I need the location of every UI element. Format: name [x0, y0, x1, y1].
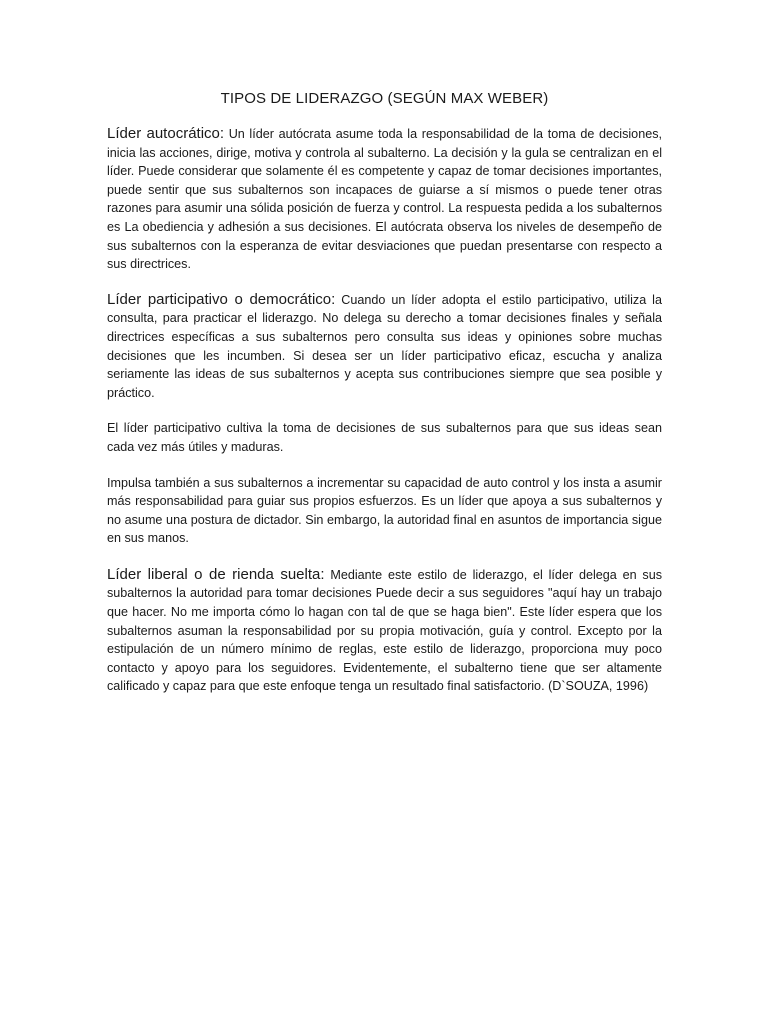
document-title: TIPOS DE LIDERAZGO (SEGÚN MAX WEBER) [220, 90, 549, 107]
participative-paragraph-3: Impulsa también a sus subalternos a incrementar su capacidad de auto control y los insta a asumir más responsabilidad para guiar sus propios esfuerzos. Es un líder que apoya a sus subalternos y no asume una postura de dictador. Sin embargo, la autoridad final en asuntos de importancia sigue en sus manos. [107, 475, 662, 546]
section-text-participative: Cuando un líder adopta el estilo participativo, utiliza la consulta, para practicar el liderazgo. No delega su derecho a tomar decisiones finales y señala directrices específicas a sus subalternos pero consulta sus ideas y opiniones sobre muchas decisiones que les incumben. Si desea ser un líder participativo eficaz, escucha y analiza seriamente las ideas de sus subalternos y acepta sus contribuciones siempre que sea posible y práctico. [107, 292, 662, 400]
section-heading-participative: Líder participativo o democrático: [107, 290, 336, 308]
section-heading-liberal: Líder liberal o de rienda suelta: [107, 565, 325, 583]
section-autocratic [107, 125, 662, 274]
section-participative [107, 291, 662, 403]
document-page [107, 90, 662, 713]
participative-paragraph-2: El líder participativo cultiva la toma de decisiones de sus subalternos para que sus ideas sean cada vez más útiles y maduras. [107, 421, 662, 454]
section-liberal [107, 566, 662, 696]
section-text-autocratic: Un líder autócrata asume toda la responsabilidad de la toma de decisiones, inicia las acciones, dirige, motiva y controla al subalterno. La decisión y la gula se centralizan en el líder. Puede considerar que solamente él es competente y capaz de tomar decisiones importantes, puede sentir que sus subalternos son incapaces de guiarse a sí mismos o puede tener otras razones para asumir una sólida posición de fuerza y control. La respuesta pedida a los subalternos es La obediencia y adhesión a sus decisiones. El autócrata observa los niveles de desempeño de sus subalternos con la esperanza de evitar desviaciones que puedan presentarse con respecto a sus directrices. [107, 127, 662, 272]
section-heading-autocratic: Líder autocrático: [107, 125, 225, 142]
section-text-liberal: Mediante este estilo de liderazgo, el líder delega en sus subalternos la autoridad para tomar decisiones Puede decir a sus seguidores "aquí hay un trabajo que hacer. No me importa cómo lo hagan con tal de que se haga bien". Este líder espera que los subalternos asuman la responsabilidad por su propia motivación, guía y control. Excepto por la estipulación de un número mínimo de reglas, este estilo de liderazgo, proporciona muy poco contacto y apoyo para los seguidores. Evidentemente, el subalterno tiene que ser altamente calificado y capaz para que este enfoque tenga un resultado final satisfactorio. (D`SOUZA, 1996) [107, 567, 662, 694]
